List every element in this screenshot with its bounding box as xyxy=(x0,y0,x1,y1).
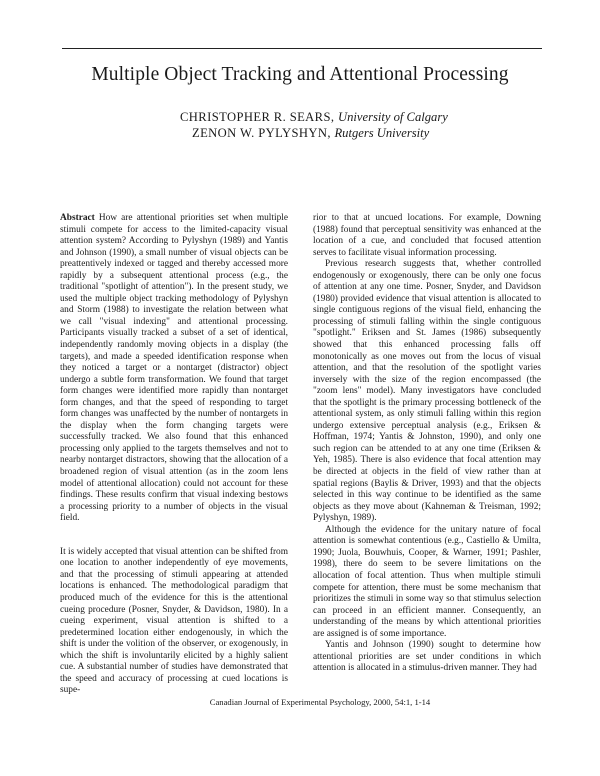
author-2-affiliation: Rutgers University xyxy=(334,126,430,140)
journal-footer: Canadian Journal of Experimental Psychology, 2000, 54:1, 1-14 xyxy=(209,697,431,707)
right-paragraph-3: Although the evidence for the unitary nature of focal attention is somewhat contentious (e.g., Castiello & Umilta, 1990; Juola, Bouwhuis, Cooper, & Warner, 1991; Pashler, 1998), there do seem to be severe limitations on the allocation of focal attention. Thus when multiple stimuli compete for attention, there must be some mechanism that prioritizes the stimuli in some way so that stimulus selection can proceed in an efficient manner. Consequently, an understanding of the means by which attentional priorities are assigned is of some importance. xyxy=(313,524,541,639)
abstract-text: How are attentional priorities set when multiple stimuli compete for access to the limited-capacity visual attention system? According to Pylyshyn (1989) and Yantis and Johnson (1990), a small number of visual objects can be preattentively indexed or tagged and thereby accessed more rapidly by a subsequent attentional process (e.g., the traditional "spotlight of attention"). In the present study, we used the multiple object tracking methodology of Pylyshyn and Storm (1988) to investigate the relation between what we call "visual indexing" and attentional processing. Participants visually tracked a subset of a set of identical, independently randomly moving objects in a display (the targets), and made a speeded identification response when they noticed a target or a nontarget (distractor) object undergo a subtle form transformation. We found that target form changes were identified more rapidly than nontarget form changes, and that the speed of responding to target form changes was unaffected by the number of nontargets in the display when the form changing targets were successfully tracked. We also found that this enhanced processing only applied to the targets themselves and not to nearby nontarget distractors, showing that the allocation of a broadened region of visual attention (as in the zoom lens model of attentional allocation) could not account for these findings. These results confirm that visual indexing bestows a processing priority to a number of objects in the visual field. xyxy=(60,213,288,524)
abstract xyxy=(60,213,288,525)
right-column xyxy=(313,213,541,675)
author-1 xyxy=(0,110,600,125)
intro-paragraph: It is widely accepted that visual attention can be shifted from one location to another independently of eye movements, and that the processing of stimuli appearing at attended locations is enhanced. The methodological paradigm that produced much of the evidence for this is the attentional cueing procedure (Posner, Snyder, & Davidson, 1980). In a cueing experiment, visual attention is shifted to a predetermined location either endogenously, in which the shift is under the volition of the observer, or exogenously, in which the shift is involuntarily elicited by a highly salient cue. A substantial number of studies have demonstrated that the speed and accuracy of processing at cued locations is supe- xyxy=(60,546,288,696)
author-1-name: CHRISTOPHER R. SEARS, xyxy=(180,110,335,124)
author-1-affiliation: University of Calgary xyxy=(338,110,448,124)
right-paragraph-4: Yantis and Johnson (1990) sought to determine how attentional priorities are set under conditions in which attention is allocated in a stimulus-driven manner. They had xyxy=(313,640,541,674)
header-rule xyxy=(62,48,542,49)
paper-title: Multiple Object Tracking and Attentional Processing xyxy=(91,64,509,85)
left-column xyxy=(60,213,288,697)
author-2-name: ZENON W. PYLYSHYN, xyxy=(192,126,331,140)
author-2 xyxy=(0,126,600,141)
right-paragraph-2: Previous research suggests that, whether controlled endogenously or exogenously, there can be only one focus of attention at any one time. Posner, Snyder, and Davidson (1980) provided evidence that visual attention is allocated to single contiguous regions of the visual field, enhancing the processing of stimuli falling within the single contiguous "spotlight." Eriksen and St. James (1986) subsequently showed that this enhanced processing falls off monotonically as one moves out from the locus of visual attention, and that the resolution of the spotlight varies inversely with the size of the region encompassed (the "zoom lens" model). Many investigators have concluded that the spotlight is the primary processing bottleneck of the attentional system, as only stimuli falling within this region undergo extensive perceptual analysis (e.g., Eriksen & Hoffman, 1974; Yantis & Johnston, 1990), and only one such region can be attended to at any one time (Eriksen & Yeh, 1985). There is also evidence that focal attention may be directed at objects in the field of view rather than at spatial regions (Baylis & Driver, 1993) and that the objects selected in this way continue to be identified as the same objects as they move about (Kahneman & Treisman, 1992; Pylyshyn, 1989). xyxy=(313,259,541,524)
right-paragraph-1: rior to that at uncued locations. For example, Downing (1988) found that perceptual sensitivity was enhanced at the location of a cue, and concluded that focused attention serves to facilitate visual information processing. xyxy=(313,213,541,258)
abstract-label: Abstract xyxy=(60,213,95,223)
